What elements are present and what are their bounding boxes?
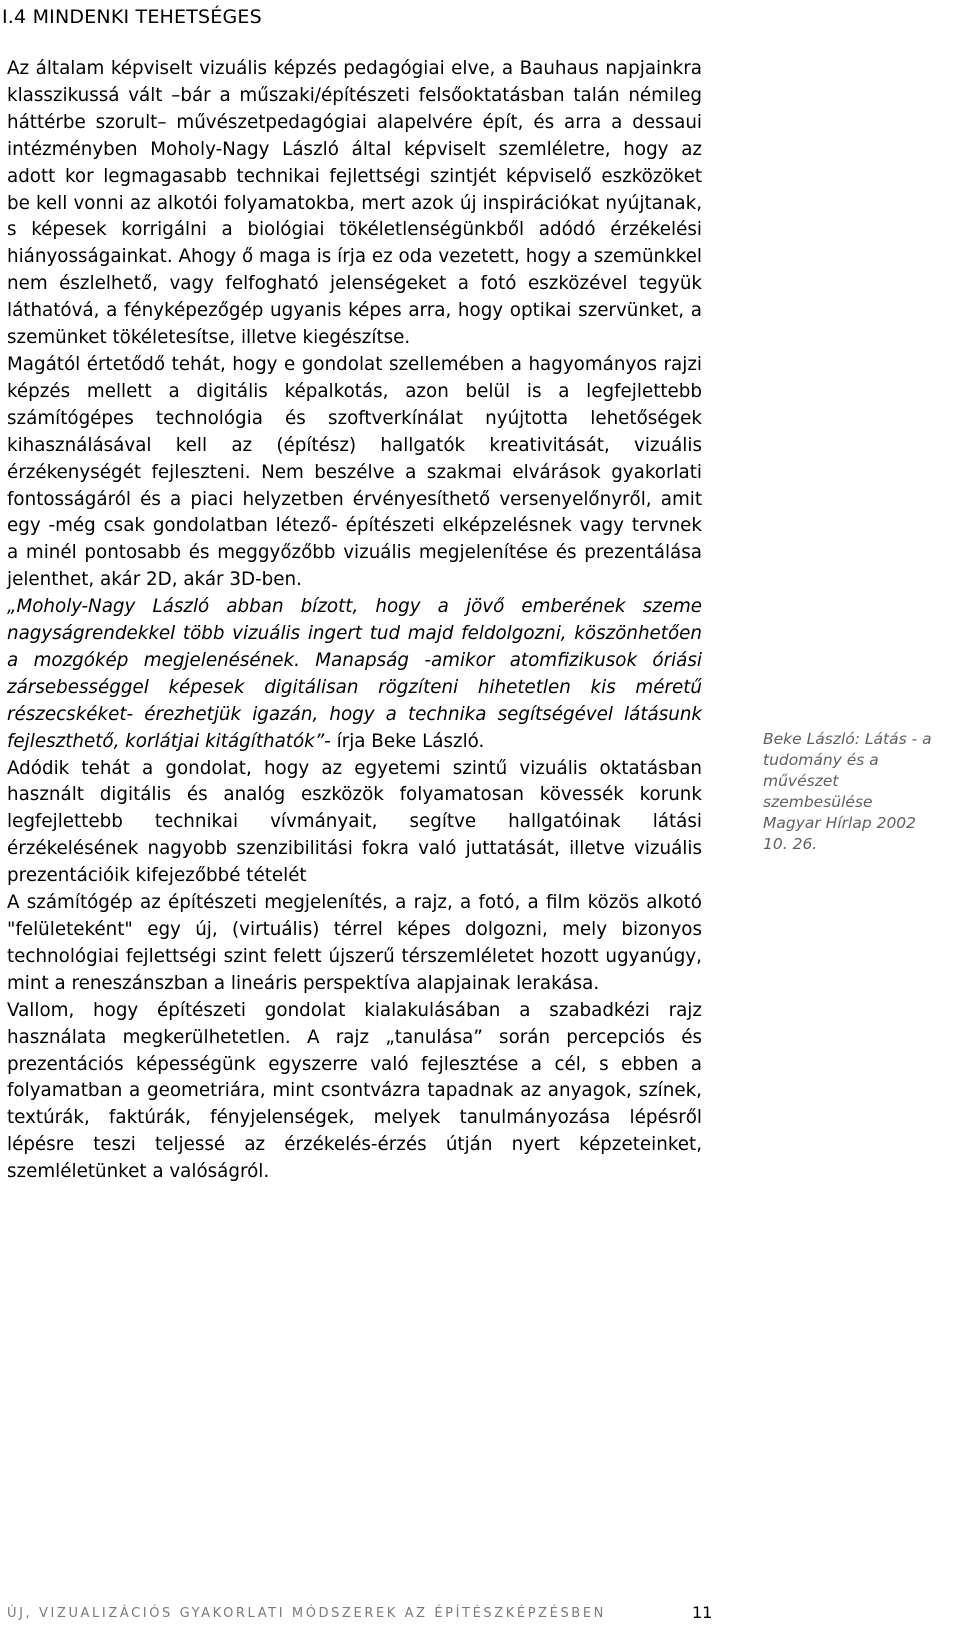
margin-citation bbox=[763, 729, 958, 855]
paragraph-bauhaus: Az általam képviselt vizuális képzés pedagógiai elve, a Bauhaus napjainkra klasszikussá vált –bár a műszaki/építészeti felsőoktatásban talán némileg háttérbe szorult– művészetpedagógiai alapelvére épít, és arra a dessaui intézményben Moholy-Nagy László által képviselt szemléletre, hogy az adott kor legmagasabb technikai fejlettségi szintjét képviselő eszközöket be kell vonni az alkotói folyamatokba, mert azok új inspirációkat nyújtanak, s képesek korrigálni a biológiai tökéletlenségünkből adódó érzékelési hiányosságainkat. Ahogy ő maga is írja ez oda vezetett, hogy a szemünkkel nem észlelhető, vagy felfogható jelenségeket a fotó eszközével tegyük láthatóvá, a fényképezőgép ugyanis képes arra, hogy optikai szervünket, a szemünket tökéletesítse, illetve kiegészítse. bbox=[7, 58, 702, 349]
moholy-nagy-quote: „Moholy-Nagy László abban bízott, hogy a jövő emberének szeme nagyságrendekkel több vizuális ingert tud majd feldolgozni, köszönhetően a mozgókép megjelenésének. Manapság -amikor atomfizikusok óriási zársebességgel képesek digitálisan rögzíteni hihetetlen kis méretű részecskéket- érezhetjük igazán, hogy a technika segítségével látásunk fejleszthető, korlátjai kitágíthatók” bbox=[7, 596, 702, 752]
citation-line: tudomány és a bbox=[763, 751, 879, 769]
citation-line: szembesülése bbox=[763, 793, 873, 811]
citation-line: 10. 26. bbox=[763, 835, 818, 853]
citation-line: Beke László: Látás - a bbox=[763, 730, 932, 748]
quote-attribution: - írja Beke László. bbox=[324, 730, 485, 752]
page-title: I.4 MINDENKI TEHETSÉGES bbox=[2, 6, 262, 28]
citation-line: Magyar Hírlap 2002 bbox=[763, 814, 917, 832]
citation-line: művészet bbox=[763, 772, 839, 790]
footer-running-title: ÚJ, VIZUALIZÁCIÓS GYAKORLATI MÓDSZEREK AZ ÉPÍTÉSZKÉPZÉSBEN bbox=[7, 1606, 606, 1621]
page-number: 11 bbox=[692, 1603, 713, 1622]
paragraph-computer-space: A számítógép az építészeti megjelenítés, a rajz, a fotó, a film közös alkotó "felületeként" egy új, (virtuális) térrel képes dolgozni, mely bizonyos technológiai fejlettségi szint felett újszerű térszemléletet hozott ugyanúgy, mint a reneszánszban a lineáris perspektíva alapjainak lerakása. bbox=[7, 892, 702, 994]
body-text bbox=[7, 56, 702, 1186]
paragraph-freehand-drawing: Vallom, hogy építészeti gondolat kialakulásában a szabadkézi rajz használata megkerülhetetlen. A rajz „tanulása” során percepciós és prezentációs képességünk egyszerre való fejlesztése a cél, s ebben a folyamatban a geometriára, mint csontvázra tapadnak az anyagok, színek, textúrák, faktúrák, fényjelenségek, melyek tanulmányozása lépésről lépésre teszi teljessé az érzékelés-érzés útján nyert képzeteinket, szemléletünket a valóságról. bbox=[7, 999, 702, 1183]
paragraph-quote bbox=[7, 594, 702, 755]
paragraph-digital-imaging: Magától értetődő tehát, hogy e gondolat szellemében a hagyományos rajzi képzés mellett a digitális képalkotás, azon belül is a legfejlettebb számítógépes technológia és szoftverkínálat nyújtotta lehetőségek kihasználásával kell az (építész) hallgatók kreativitását, vizuális érzékenységét fejleszteni. Nem beszélve a szakmai elvárások gyakorlati fontosságáról és a piaci helyzetben érvényesíthető versenyelőnyről, amit egy -még csak gondolatban létező- építészeti elképzelésnek vagy tervnek a minél pontosabb és meggyőzőbb vizuális megjelenítése és prezentálása jelenthet, akár 2D, akár 3D-ben. bbox=[7, 353, 702, 591]
paragraph-university-education: Adódik tehát a gondolat, hogy az egyetemi szintű vizuális oktatásban használt digitális és analóg eszközök folyamatosan kövessék korunk legfejlettebb technikai vívmányait, segítve hallgatóinak látási érzékelésének nagyobb szenzibilitási fokra való juttatását, illetve vizuális prezentációik kifejezőbbé tételét bbox=[7, 757, 702, 887]
